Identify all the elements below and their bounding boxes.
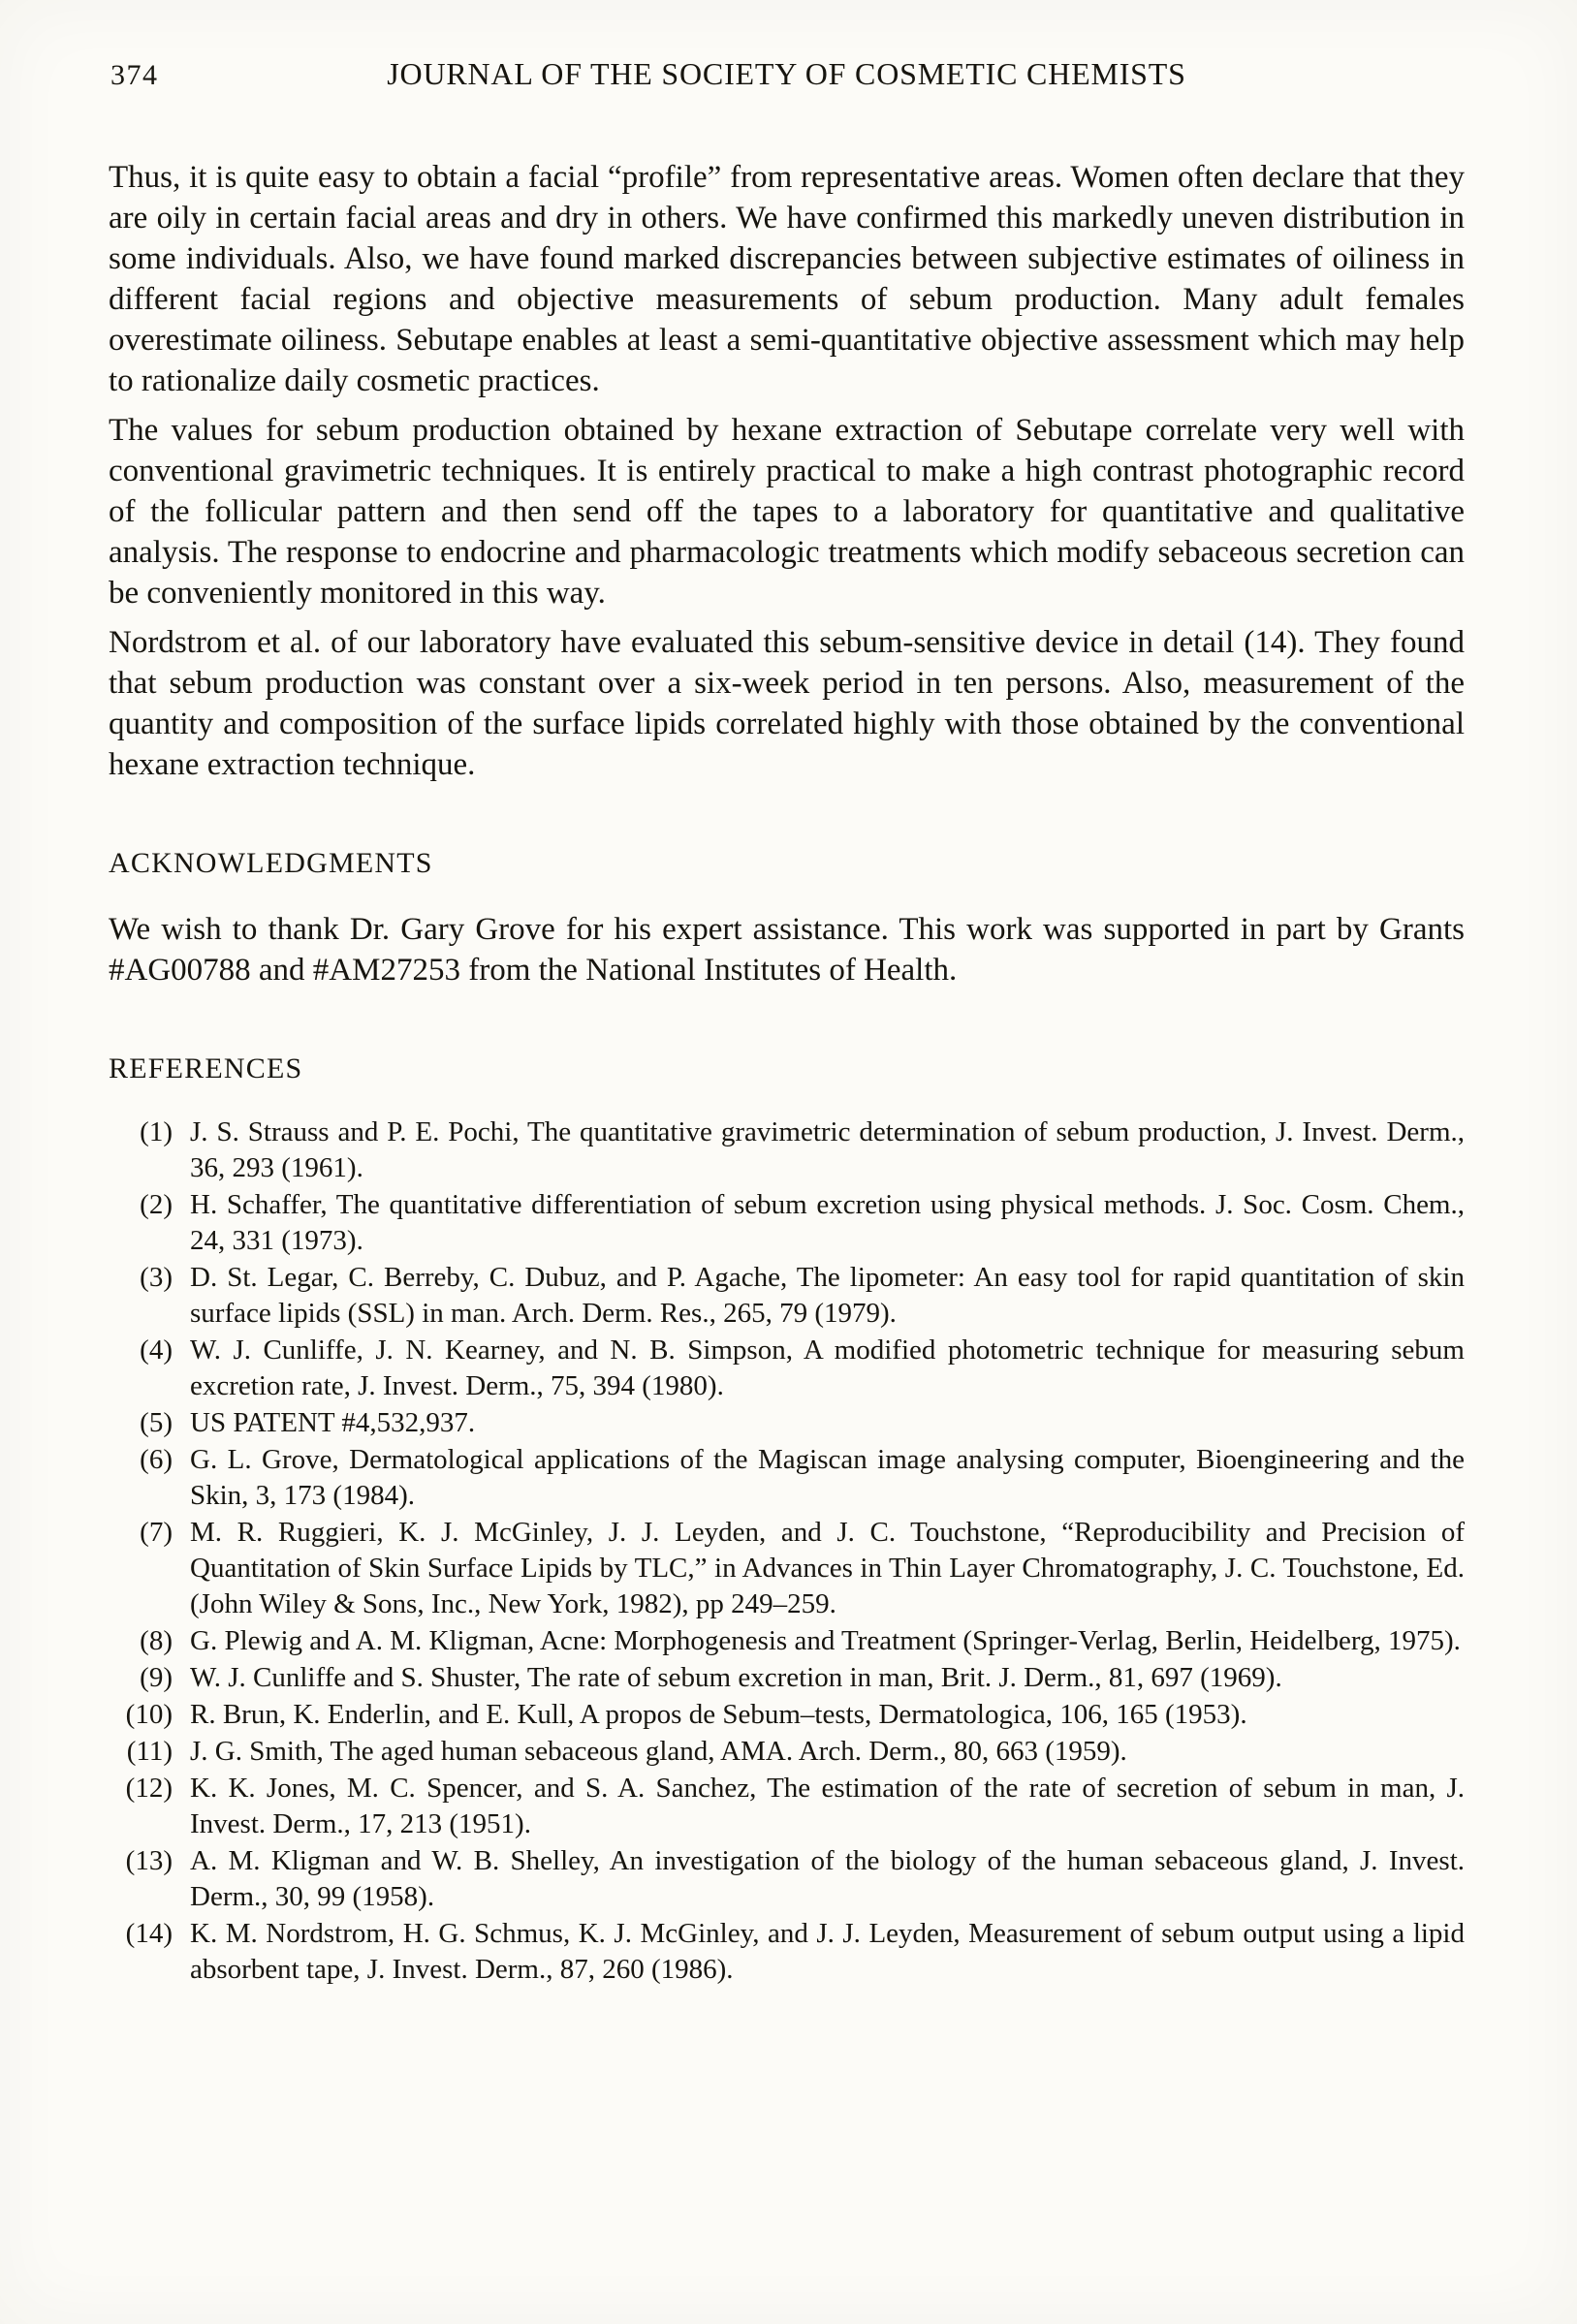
reference-text: R. Brun, K. Enderlin, and E. Kull, A propos de Sebum–tests, Dermatologica, 106, 165 (1953). [190,1699,1247,1730]
reference-text: W. J. Cunliffe, J. N. Kearney, and N. B. Simpson, A modified photometric technique for measuring sebum excretion rate, J. Invest. Derm., 75, 394 (1980). [190,1335,1465,1401]
reference-number: (6) [140,1444,173,1475]
reference-text: M. R. Ruggieri, K. J. McGinley, J. J. Leyden, and J. C. Touchstone, “Reproducibility and Precision of Quantitation of Skin Surface Lipids by TLC,” in Advances in Thin Layer Chromatography, J. C. Touchstone, Ed. (John Wiley & Sons, Inc., New York, 1982), pp 249–259. [190,1517,1465,1619]
reference-item [109,1260,1465,1332]
reference-text: K. M. Nordstrom, H. G. Schmus, K. J. McGinley, and J. J. Leyden, Measurement of sebum output using a lipid absorbent tape, J. Invest. Derm., 87, 260 (1986). [190,1918,1465,1985]
reference-text: G. L. Grove, Dermatological applications of the Magiscan image analysing computer, Bioengineering and the Skin, 3, 173 (1984). [190,1444,1465,1511]
reference-item [109,1916,1465,1988]
page-body [109,157,1465,1988]
references-heading: REFERENCES [109,1052,303,1084]
reference-number: (13) [125,1845,173,1876]
reference-item [109,1734,1465,1770]
reference-item [109,1333,1465,1404]
page-header [109,56,1465,101]
reference-number: (14) [125,1918,173,1949]
body-paragraph-1: Thus, it is quite easy to obtain a facial “profile” from representative areas. Women often declare that they are oily in certain facial areas and dry in others. We have confirmed this markedly uneven distribution in some individuals. Also, we have found marked discrepancies between subjective estimates of oiliness in different facial regions and objective measurements of sebum production. Many adult females overestimate oiliness. Sebutape enables at least a semi-quantitative objective assessment which may help to rationalize daily cosmetic practices. [109,160,1465,398]
reference-text: A. M. Kligman and W. B. Shelley, An investigation of the biology of the human sebaceous gland, J. Invest. Derm., 30, 99 (1958). [190,1845,1465,1912]
reference-number: (5) [140,1407,173,1438]
reference-item [109,1115,1465,1186]
journal-title: JOURNAL OF THE SOCIETY OF COSMETIC CHEMISTS [387,56,1186,91]
reference-number: (2) [140,1189,173,1220]
acknowledgments-text: We wish to thank Dr. Gary Grove for his expert assistance. This work was supported in part by Grants #AG00788 and #AM27253 from the National Institutes of Health. [109,912,1465,988]
reference-number: (4) [140,1335,173,1366]
reference-number: (11) [126,1736,173,1767]
reference-number: (8) [140,1625,173,1656]
reference-text: G. Plewig and A. M. Kligman, Acne: Morphogenesis and Treatment (Springer-Verlag, Berlin, Heidelberg, 1975). [190,1625,1461,1656]
body-paragraph-2: The values for sebum production obtained by hexane extraction of Sebutape correlate very well with conventional gravimetric techniques. It is entirely practical to make a high contrast photographic record of the follicular pattern and then send off the tapes to a laboratory for quantitative and qualitative analysis. The response to endocrine and pharmacologic treatments which modify sebaceous secretion can be conveniently monitored in this way. [109,413,1465,611]
reference-number: (12) [125,1773,173,1804]
reference-text: US PATENT #4,532,937. [190,1407,476,1438]
reference-item [109,1623,1465,1659]
reference-text: J. S. Strauss and P. E. Pochi, The quantitative gravimetric determination of sebum production, J. Invest. Derm., 36, 293 (1961). [190,1116,1465,1183]
reference-text: W. J. Cunliffe and S. Shuster, The rate of sebum excretion in man, Brit. J. Derm., 81, 697 (1969). [190,1662,1282,1693]
reference-item [109,1405,1465,1441]
reference-text: K. K. Jones, M. C. Spencer, and S. A. Sanchez, The estimation of the rate of secretion of sebum in man, J. Invest. Derm., 17, 213 (1951). [190,1773,1465,1839]
reference-number: (1) [140,1116,173,1147]
reference-item [109,1771,1465,1842]
reference-item [109,1697,1465,1733]
reference-list [109,1115,1465,1988]
reference-number: (7) [140,1517,173,1548]
reference-item [109,1515,1465,1622]
reference-number: (3) [140,1262,173,1293]
reference-text: J. G. Smith, The aged human sebaceous gland, AMA. Arch. Derm., 80, 663 (1959). [190,1736,1127,1767]
reference-number: (10) [125,1699,173,1730]
reference-text: D. St. Legar, C. Berreby, C. Dubuz, and P. Agache, The lipometer: An easy tool for rapid quantitation of skin surface lipids (SSL) in man. Arch. Derm. Res., 265, 79 (1979). [190,1262,1465,1329]
reference-item [109,1187,1465,1259]
reference-item [109,1442,1465,1514]
body-paragraph-3: Nordstrom et al. of our laboratory have evaluated this sebum-sensitive device in detail (14). They found that sebum production was constant over a six-week period in ten persons. Also, measurement of the quantity and composition of the surface lipids correlated highly with those obtained by the conventional hexane extraction technique. [109,625,1465,782]
reference-text: H. Schaffer, The quantitative differentiation of sebum excretion using physical methods. J. Soc. Cosm. Chem., 24, 331 (1973). [190,1189,1465,1256]
page-number: 374 [110,59,159,91]
reference-item [109,1843,1465,1915]
reference-number: (9) [140,1662,173,1693]
reference-item [109,1660,1465,1696]
acknowledgments-heading: ACKNOWLEDGMENTS [109,847,433,879]
